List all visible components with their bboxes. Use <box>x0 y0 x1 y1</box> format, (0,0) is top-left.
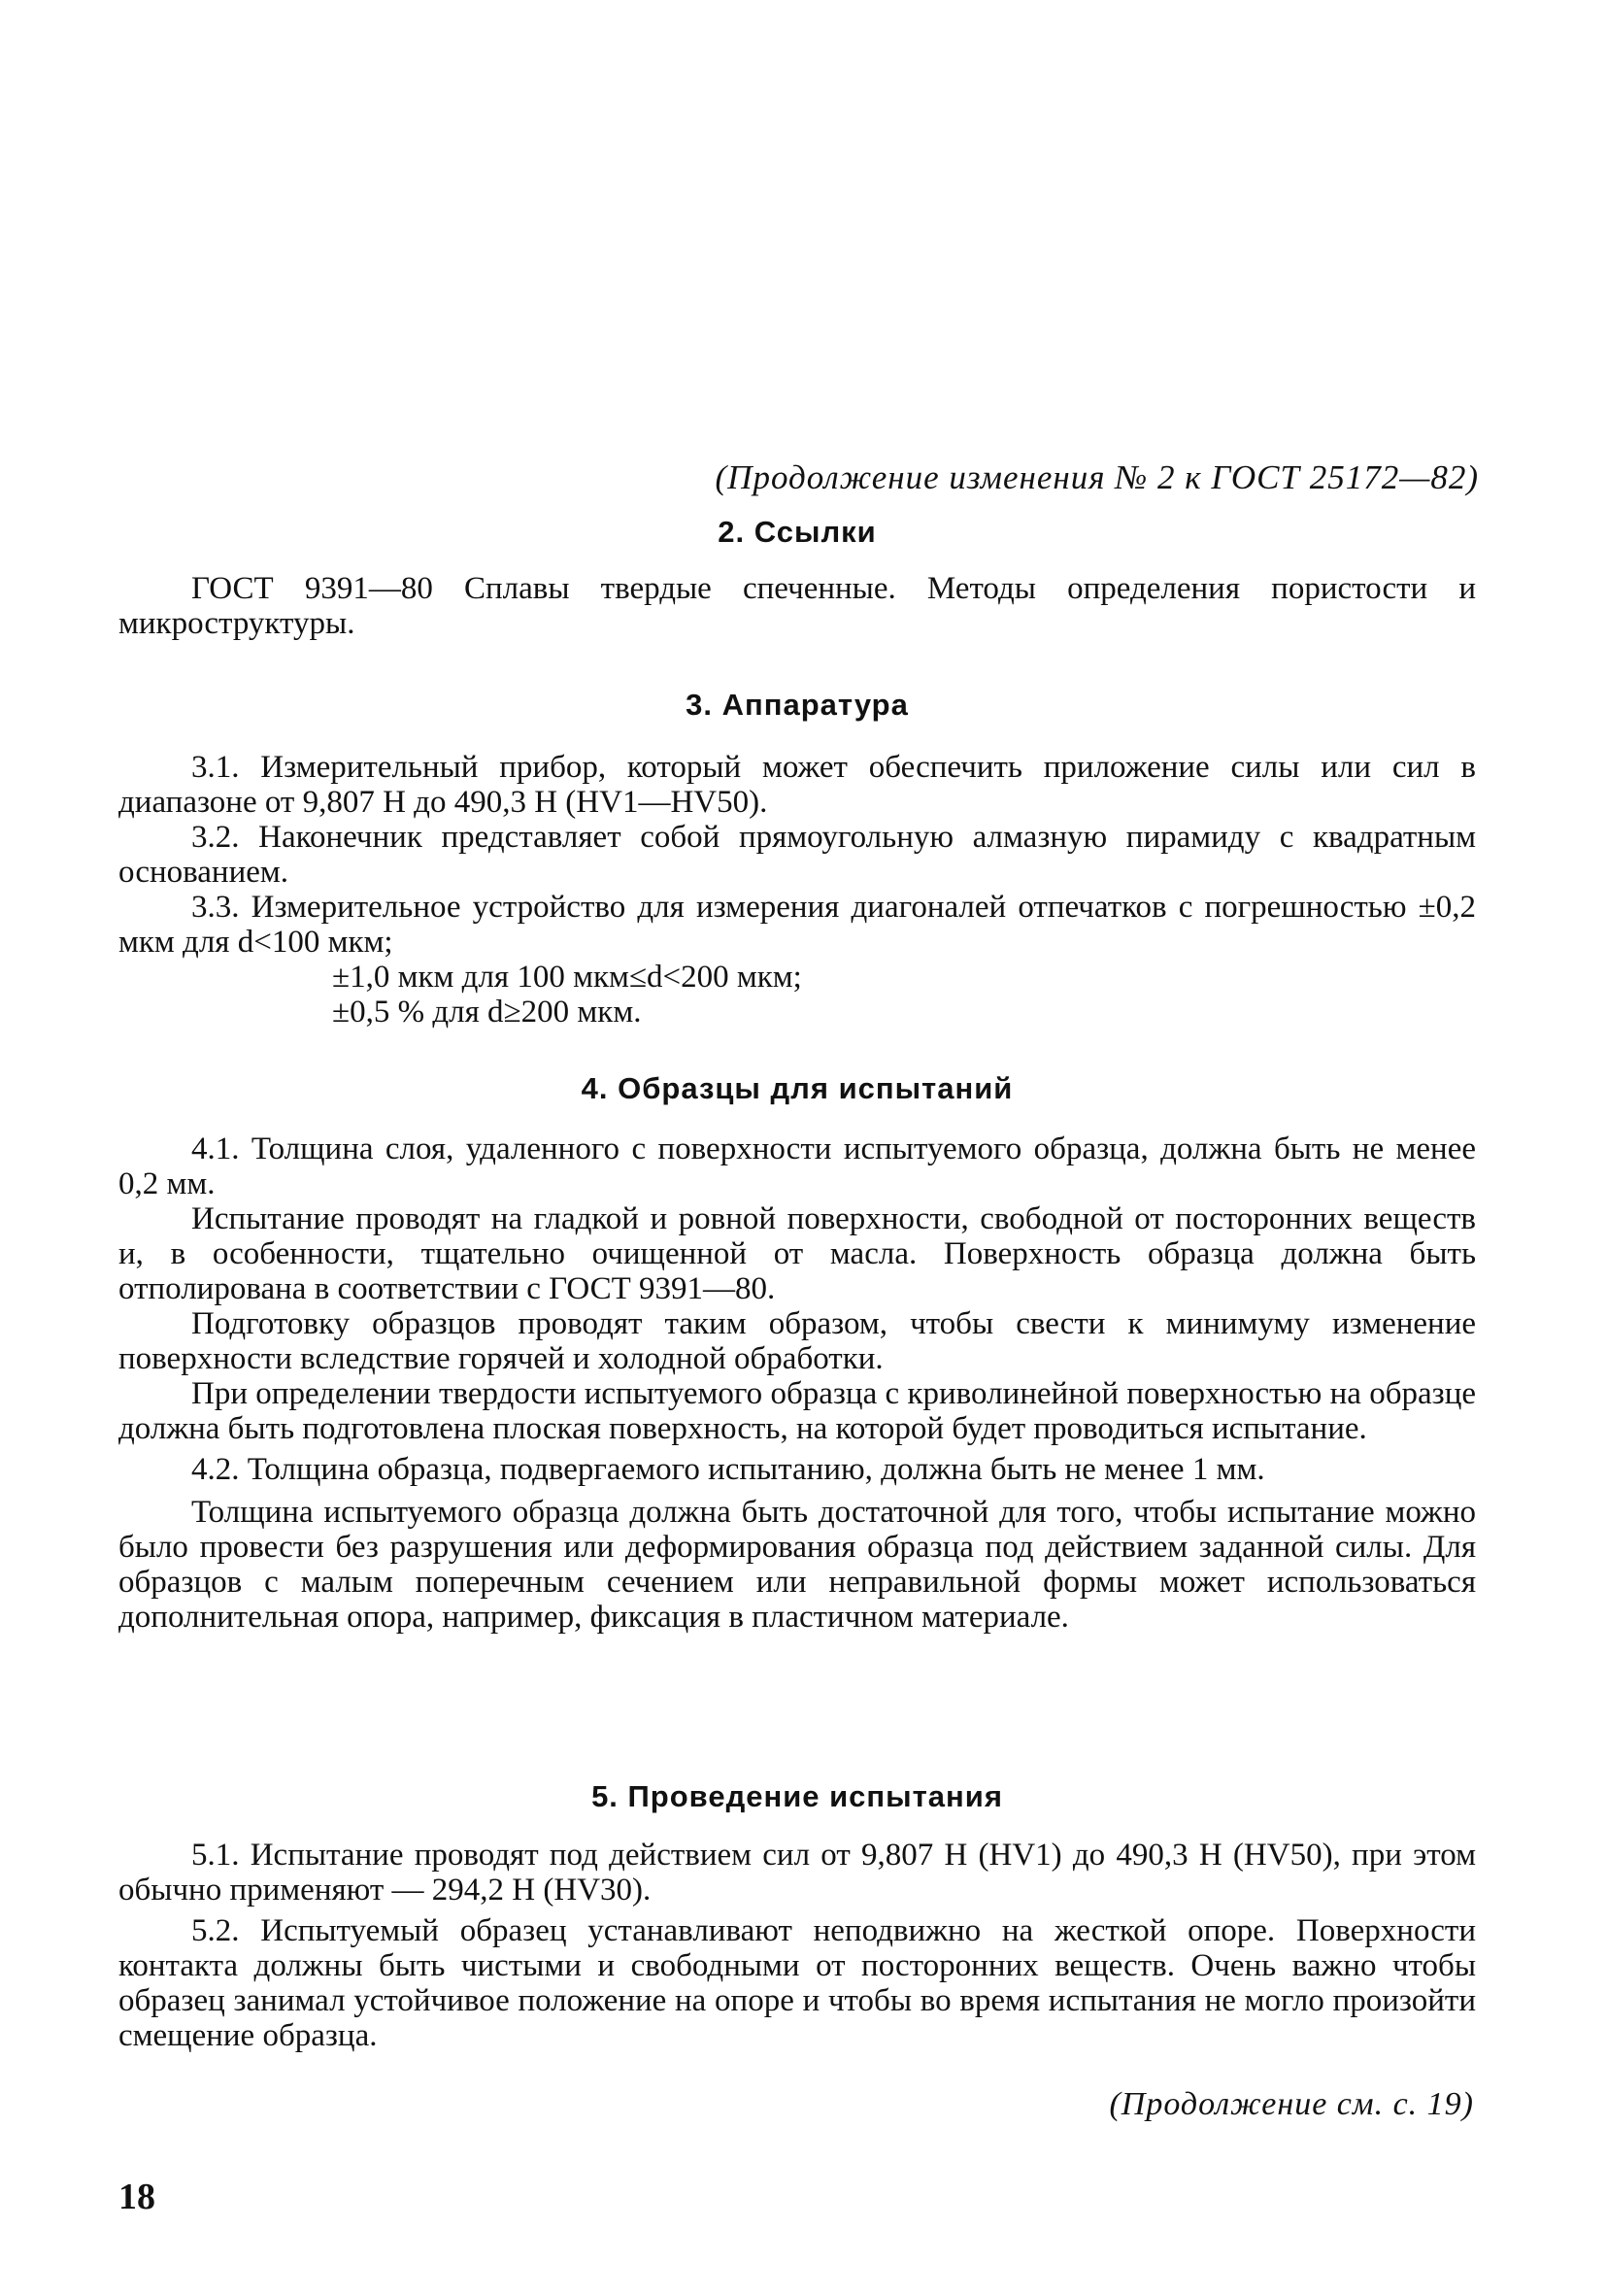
tolerance-line-1: ±1,0 мкм для 100 мкм≤d<200 мкм; <box>332 960 802 995</box>
section-2-paragraph: ГОСТ 9391—80 Сплавы твердые спеченные. Методы определения пористости и микроструктуры. <box>118 571 1476 641</box>
tolerance-line-2: ±0,5 % для d≥200 мкм. <box>332 995 642 1030</box>
page-number: 18 <box>118 2177 155 2217</box>
paragraph-4-1-preparation: Подготовку образцов проводят таким образом, чтобы свести к минимуму изменение поверхности вследствие горячей и холодной обработки. <box>118 1306 1476 1376</box>
paragraph-5-2: 5.2. Испытуемый образец устанавливают неподвижно на жесткой опоре. Поверхности контакта должны быть чистыми и свободными от посторонних веществ. Очень важно чтобы образец занимал устойчивое положение на опоре и чтобы во время испытания не могло произойти смещение образца. <box>118 1913 1476 2053</box>
section-4-body <box>118 1131 1476 1635</box>
paragraph-5-1: 5.1. Испытание проводят под действием сил от 9,807 Н (HV1) до 490,3 Н (HV50), при этом обычно применяют — 294,2 Н (HV30). <box>118 1838 1476 1908</box>
paragraph-4-1-surface: Испытание проводят на гладкой и ровной поверхности, свободной от посторонних веществ и, в особенности, тщательно очищенной от масла. Поверхность образца должна быть отполирована в соответствии с ГОСТ 9391—80. <box>118 1201 1476 1306</box>
section-3-body <box>118 750 1476 1030</box>
paragraph-3-2: 3.2. Наконечник представляет собой прямоугольную алмазную пирамиду с квадратным основанием. <box>118 820 1476 890</box>
paragraph-4-1: 4.1. Толщина слоя, удаленного с поверхности испытуемого образца, должна быть не менее 0,2 мм. <box>118 1131 1476 1201</box>
section-2-body <box>118 571 1476 641</box>
paragraph-4-1-curved: При определении твердости испытуемого образца с криволинейной поверхностью на образце должна быть подготовлена плоская поверхность, на которой будет проводиться испытание. <box>118 1376 1476 1446</box>
section-2-title: 2. Ссылки <box>718 515 877 549</box>
continuation-header: (Продолжение изменения № 2 к ГОСТ 25172—82) <box>715 458 1479 496</box>
section-5-title: 5. Проведение испытания <box>591 1779 1003 1813</box>
section-5-body <box>118 1838 1476 2053</box>
paragraph-3-3: 3.3. Измерительное устройство для измерения диагоналей отпечатков с погрешностью ±0,2 мкм для d<100 мкм; <box>118 890 1476 960</box>
paragraph-4-2-thickness: Толщина испытуемого образца должна быть достаточной для того, чтобы испытание можно было провести без разрушения или деформирования образца под действием заданной силы. Для образцов с малым поперечным сечением или неправильной формы может использоваться дополнительная опора, например, фиксация в пластичном материале. <box>118 1495 1476 1635</box>
paragraph-4-2: 4.2. Толщина образца, подвергаемого испытанию, должна быть не менее 1 мм. <box>191 1452 1265 1487</box>
paragraph-3-1: 3.1. Измерительный прибор, который может обеспечить приложение силы или сил в диапазоне от 9,807 Н до 490,3 Н (HV1—HV50). <box>118 750 1476 820</box>
section-3-title: 3. Аппаратура <box>686 688 909 722</box>
section-4-title: 4. Образцы для испытаний <box>581 1071 1014 1105</box>
continuation-footer: (Продолжение см. с. 19) <box>1109 2086 1474 2122</box>
